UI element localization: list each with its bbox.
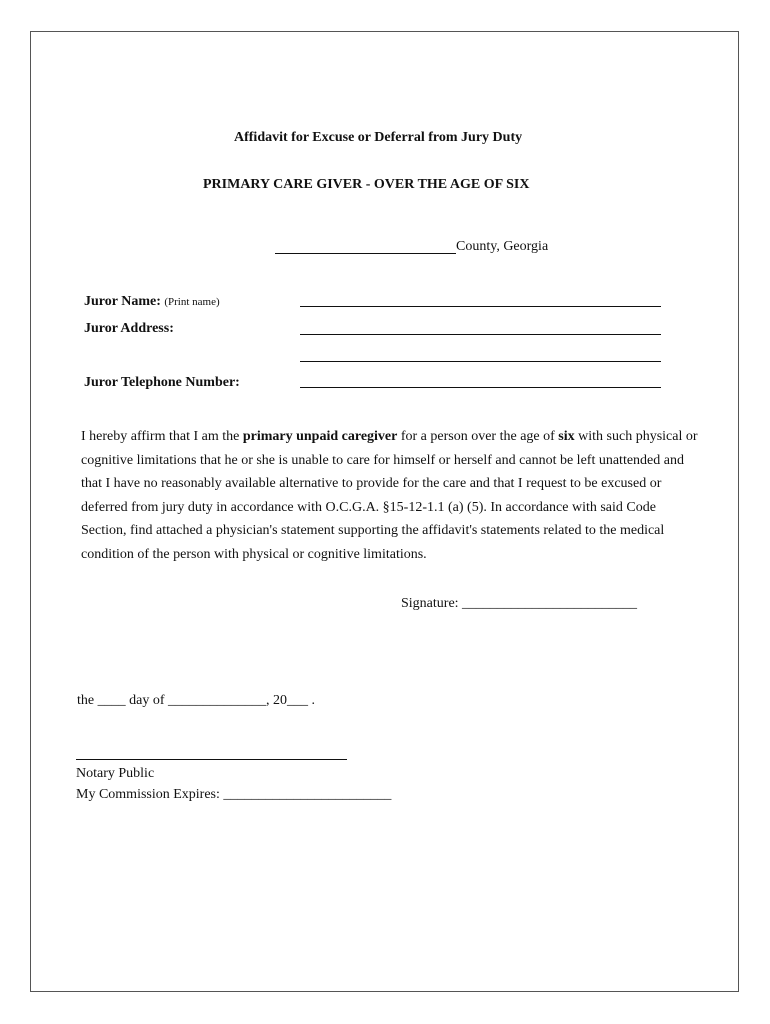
county-label: County, Georgia [456, 239, 549, 254]
juror-address-line-2[interactable] [300, 361, 661, 362]
document-subtitle: PRIMARY CARE GIVER - OVER THE AGE OF SIX [203, 177, 530, 192]
affirmation-bold-caregiver: primary unpaid caregiver [242, 429, 398, 444]
juror-phone-label: Juror Telephone Number: [84, 375, 240, 390]
juror-name-label [84, 294, 220, 310]
juror-name-label-text: Juror Name: [84, 294, 161, 309]
juror-address-line-1[interactable] [300, 334, 661, 335]
juror-name-hint: (Print name) [164, 296, 220, 308]
affirmation-part3: with such physical or cognitive limitations that he or she is unable to care for himself or herself and cannot be left unattended and that I have no reasonably available alternative to provide for the care and that I request to be excused or deferred from jury duty in accordance with O.C.G.A. §15-12-1.1 (a) (5). In accordance with said Code Section, find attached a physician's statement supporting the affidavit's statements related to the medical condition of the person with physical or cognitive limitations. [81, 429, 698, 562]
signature-line[interactable]: Signature: _________________________ [401, 596, 638, 611]
affirmation-part2: for a person over the age of [397, 429, 559, 444]
juror-address-label: Juror Address: [84, 321, 174, 336]
juror-name-line[interactable] [300, 306, 661, 307]
date-line[interactable]: the ____ day of ______________, 20___ . [77, 693, 315, 708]
affirmation-paragraph [81, 425, 701, 566]
juror-phone-line[interactable] [300, 387, 661, 388]
document-title: Affidavit for Excuse or Deferral from Jury Duty [234, 130, 523, 145]
affirmation-part1: I hereby affirm that I am the [81, 429, 243, 444]
commission-expires-line[interactable]: My Commission Expires: ________________________ [76, 787, 392, 802]
notary-signature-line[interactable] [76, 759, 347, 760]
county-blank-line[interactable] [275, 253, 456, 254]
notary-public-label: Notary Public [76, 766, 155, 781]
affirmation-bold-six: six [558, 429, 575, 444]
